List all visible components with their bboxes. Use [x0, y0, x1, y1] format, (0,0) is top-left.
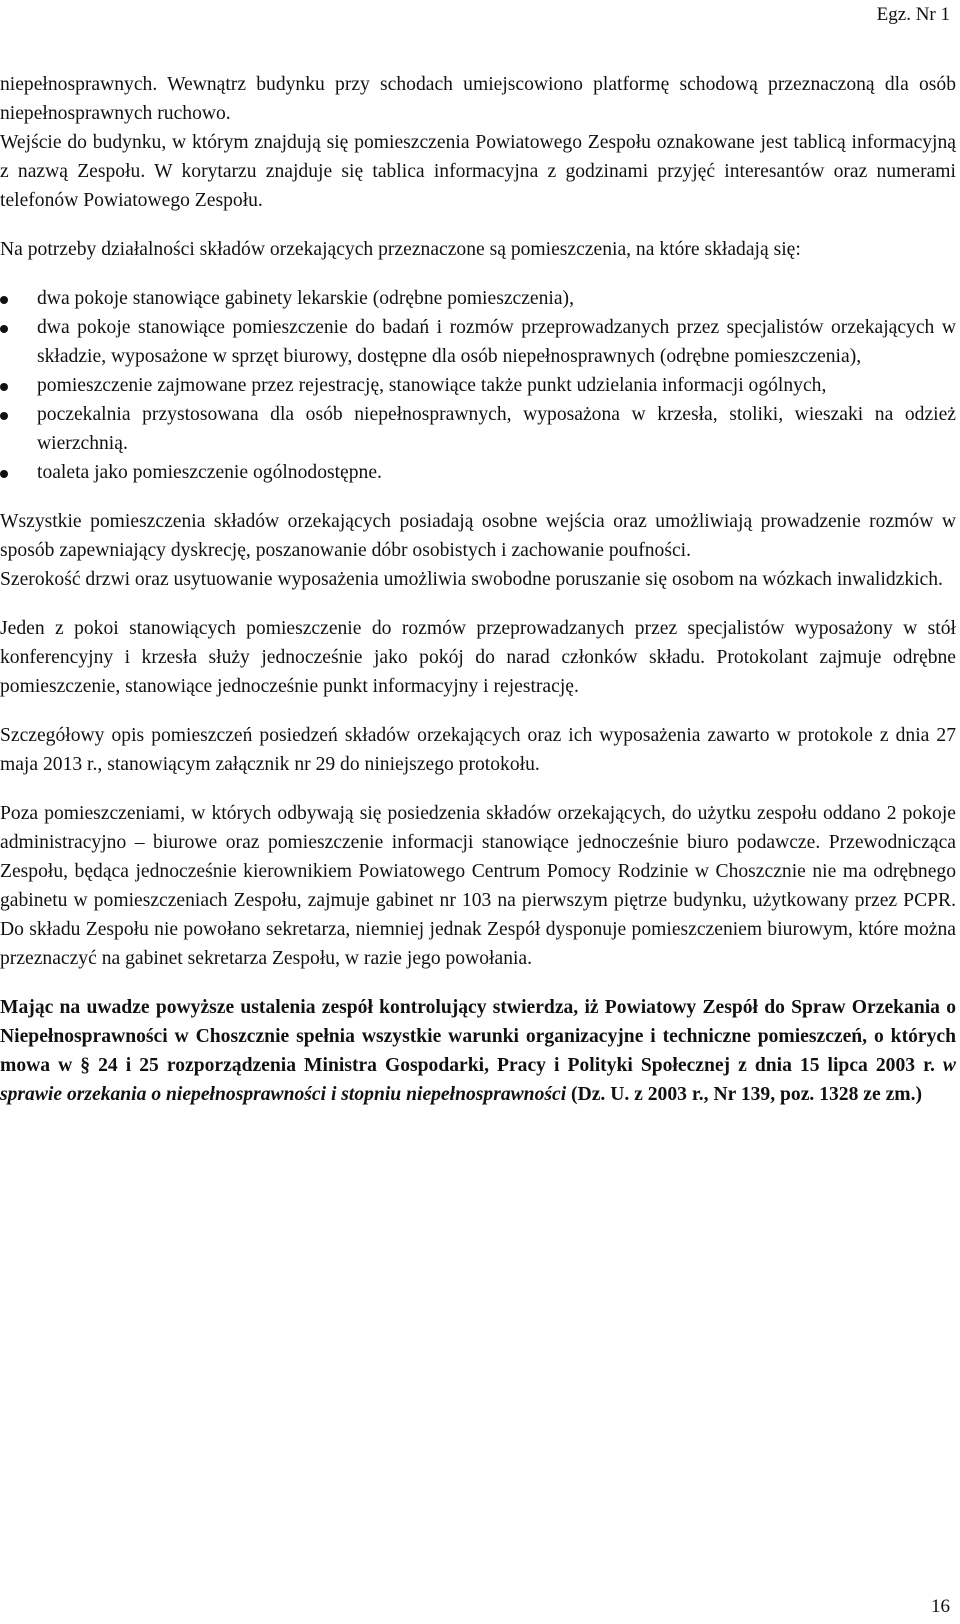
list-item: dwa pokoje stanowiące gabinety lekarskie (odrębne pomieszczenia), — [0, 284, 956, 313]
paragraph-separate-entrances: Wszystkie pomieszczenia składów orzekających posiadają osobne wejścia oraz umożliwiają prowadzenie rozmów w sposób zapewniający dyskrecję, poszanowanie dóbr osobistych i zachowanie poufności. — [0, 511, 956, 561]
regulation-title: w sprawie orzekania o niepełnosprawności i stopniu niepełnosprawności — [0, 1055, 956, 1105]
spacer — [0, 487, 956, 507]
copy-number-label: Egz. Nr 1 — [876, 4, 950, 25]
list-item: poczekalnia przystosowana dla osób niepełnosprawnych, wyposażona w krzesła, stoliki, wieszaki na odzież wierzchnią. — [0, 400, 956, 458]
list-item: pomieszczenie zajmowane przez rejestrację, stanowiące także punkt udzielania informacji ogólnych, — [0, 371, 956, 400]
paragraph-meeting-room: Jeden z pokoi stanowiących pomieszczenie do rozmów przeprowadzanych przez specjalistów wyposażony w stół konferencyjny i krzesła służy jednocześnie jako pokój do narad członków składu. Protokolant zajmuje odrębne pomieszczenie, stanowiące jednocześnie punkt informacyjny i rejestrację. — [0, 618, 956, 697]
bullet-icon — [0, 470, 8, 478]
list-item: toaleta jako pomieszczenie ogólnodostępne. — [0, 458, 956, 487]
spacer — [0, 701, 956, 721]
list-item: dwa pokoje stanowiące pomieszczenie do badań i rozmów przeprowadzanych przez specjalistów orzekających w składzie, wyposażone w sprzęt biurowy, dostępne dla osób niepełnosprawnych (odrębne pomieszczenia), — [0, 313, 956, 371]
paragraph-rooms-intro: Na potrzeby działalności składów orzekających przeznaczone są pomieszczenia, na które składają się: — [0, 239, 801, 260]
paragraph-administrative-rooms: Poza pomieszczeniami, w których odbywają się posiedzenia składów orzekających, do użytku zespołu oddano 2 pokoje administracyjno – biurowe oraz pomieszczenie informacji stanowiące jednocześnie biuro podawcze. Przewodnicząca Zespołu, będąca jednocześnie kierownikiem Powiatowego Centrum Pomocy Rodzinie w Choszcznie nie ma odrębnego gabinetu w pomieszczeniach Zespołu, zajmuje gabinet nr 103 na pierwszym piętrze budynku, użytkowany przez PCPR. Do składu Zespołu nie powołano sekretarza, niemniej jednak Zespół dysponuje pomieszczeniem biurowym, które można przeznaczyć na gabinet sekretarza Zespołu, w razie jego powołania. — [0, 803, 956, 969]
page-number: 16 — [931, 1596, 950, 1617]
paragraph-detailed-description: Szczegółowy opis pomieszczeń posiedzeń składów orzekających oraz ich wyposażenia zawarto w protokole z dnia 27 maja 2013 r., stanowiącym załącznik nr 29 do niniejszego protokołu. — [0, 725, 956, 775]
spacer — [0, 779, 956, 799]
spacer — [0, 264, 956, 284]
document-body — [0, 70, 956, 1109]
bullet-icon — [0, 325, 8, 333]
bullet-icon — [0, 296, 8, 304]
paragraph-door-width: Szerokość drzwi oraz usytuowanie wyposażenia umożliwia swobodne poruszanie się osobom na wózkach inwalidzkich. — [0, 569, 943, 590]
rooms-list — [0, 284, 956, 487]
spacer — [0, 594, 956, 614]
paragraph-entrance-info: Wejście do budynku, w którym znajdują się pomieszczenia Powiatowego Zespołu oznakowane jest tablicą informacyjną z nazwą Zespołu. W korytarzu znajduje się tablica informacyjna z godzinami przyjęć interesantów oraz numerami telefonów Powiatowego Zespołu. — [0, 132, 956, 211]
paragraph-conclusion: Mając na uwadze powyższe ustalenia zespół kontrolujący stwierdza, iż Powiatowy Zespół do Spraw Orzekania o Niepełnosprawności w Choszcznie spełnia wszystkie warunki organizacyjne i techniczne pomieszczeń, o których mowa w § 24 i 25 rozporządzenia Ministra Gospodarki, Pracy i Polityki Społecznej z dnia 15 lipca 2003 r. w sprawie orzekania o niepełnosprawności i stopniu niepełnosprawności (Dz. U. z 2003 r., Nr 139, poz. 1328 ze zm.) — [0, 997, 956, 1105]
spacer — [0, 215, 956, 235]
paragraph-accessibility: niepełnosprawnych. Wewnątrz budynku przy schodach umiejscowiono platformę schodową przeznaczoną dla osób niepełnosprawnych ruchowo. — [0, 74, 956, 124]
bullet-icon — [0, 383, 8, 391]
bullet-icon — [0, 412, 8, 420]
spacer — [0, 973, 956, 993]
